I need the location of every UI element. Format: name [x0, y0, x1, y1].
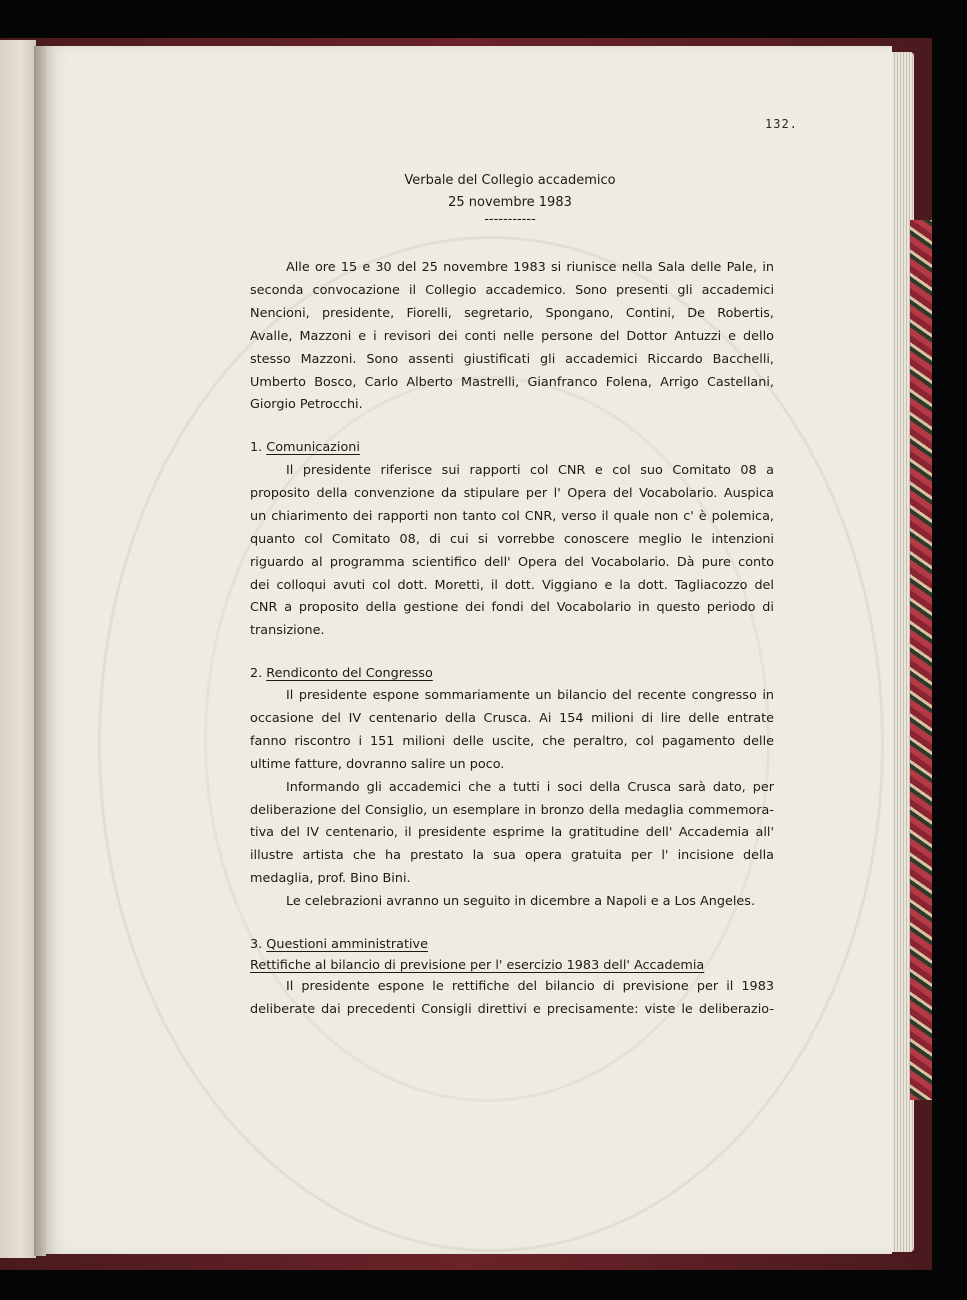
paragraph-line: proposito della convenzione da stipulare per l' Opera del Vocabolario. Auspica [250, 485, 774, 501]
paragraph-line: Informando gli accademici che a tutti i soci della Crusca sarà dato, per [286, 779, 774, 795]
section-heading [250, 664, 433, 684]
paragraph-line: CNR a proposito della gestione dei fondi del Vocabolario in questo periodo di [250, 600, 774, 616]
section-3-paragraph [250, 976, 774, 1022]
paragraph-line: Il presidente riferisce sui rapporti col CNR e col suo Comitato 08 a [286, 463, 774, 478]
paragraph-line: Avalle, Mazzoni e i revisori dei conti nelle persone del Dottor Antuzzi e dello [250, 328, 774, 344]
paragraph-line: Giorgio Petrocchi. [250, 397, 363, 413]
section-heading [250, 935, 428, 955]
page-number: 132. [765, 117, 798, 131]
subheading-text: Rettifiche al bilancio di previsione per l' esercizio 1983 dell' Accademia [250, 958, 705, 973]
section-number: 1. [250, 440, 263, 455]
paragraph-line: seconda convocazione il Collegio accademico. Sono presenti gli accademici [250, 282, 774, 298]
title-date: 25 novembre 1983 [448, 194, 572, 210]
paragraph-line: transizione. [250, 623, 325, 639]
section-heading [250, 438, 360, 458]
paragraph-line: Il presidente espone sommariamente un bilancio del recente congresso in [286, 688, 774, 703]
paragraph-line: deliberate dai precedenti Consigli direttivi e precisamente: viste le deliberazio- [250, 1001, 774, 1017]
document-page [44, 46, 892, 1254]
book-gutter [34, 46, 46, 1256]
paragraph-line: ultime fatture, dovranno salire un poco. [250, 756, 505, 772]
section-title: Questioni amministrative [266, 937, 428, 952]
section-number: 3. [250, 937, 263, 952]
paragraph-line: deliberazione del Consiglio, un esemplare in bronzo della medaglia commemora- [250, 802, 774, 818]
paragraph-line: tiva del IV centenario, il presidente esprime la gratitudine dell' Accademia all' [250, 825, 774, 841]
paragraph-line: riguardo al programma scientifico dell' Opera del Vocabolario. Dà pure conto [250, 554, 774, 570]
section-title: Rendiconto del Congresso [266, 666, 433, 681]
paragraph-line: Umberto Bosco, Carlo Alberto Mastrelli, Gianfranco Folena, Arrigo Castellani, [250, 374, 774, 390]
title-rule: ----------- [484, 212, 536, 227]
paragraph-line: illustre artista che ha prestato la sua opera gratuita per l' incisione della [250, 848, 774, 864]
paragraph-line: quanto col Comitato 08, di cui si vorrebbe conoscere meglio le intenzioni [250, 531, 774, 547]
intro-paragraph [250, 257, 774, 417]
section-2-paragraph [250, 685, 774, 914]
paragraph-line: un chiarimento dei rapporti non tanto col CNR, verso il quale non c' è polemica, [250, 508, 774, 524]
paragraph-line: Nencioni, presidente, Fiorelli, segretario, Spongano, Contini, De Robertis, [250, 305, 774, 321]
paragraph-line: fanno riscontro i 151 milioni delle uscite, che peraltro, col pagamento delle [250, 733, 774, 749]
section-title: Comunicazioni [266, 440, 360, 455]
document-title [250, 170, 770, 227]
title-line: Verbale del Collegio accademico [404, 173, 616, 188]
paragraph-line: medaglia, prof. Bino Bini. [250, 871, 411, 887]
section-number: 2. [250, 666, 263, 681]
paragraph-line: stesso Mazzoni. Sono assenti giustificati gli accademici Riccardo Bacchelli, [250, 351, 774, 367]
paragraph-line: Le celebrazioni avranno un seguito in dicembre a Napoli e a Los Angeles. [286, 894, 756, 910]
section-1-paragraph [250, 460, 774, 643]
section-subheading [250, 956, 704, 976]
marbled-endpaper [910, 220, 932, 1100]
left-page-edge [0, 40, 36, 1258]
paragraph-line: Il presidente espone le rettifiche del bilancio di previsione per il 1983 [286, 979, 774, 994]
paragraph-line: occasione del IV centenario della Crusca. Ai 154 milioni di lire delle entrate [250, 710, 774, 726]
paragraph-line: Alle ore 15 e 30 del 25 novembre 1983 si riunisce nella Sala delle Pale, in [286, 260, 774, 275]
paragraph-line: dei colloqui avuti col dott. Moretti, il dott. Viggiano e la dott. Tagliacozzo del [250, 577, 774, 593]
